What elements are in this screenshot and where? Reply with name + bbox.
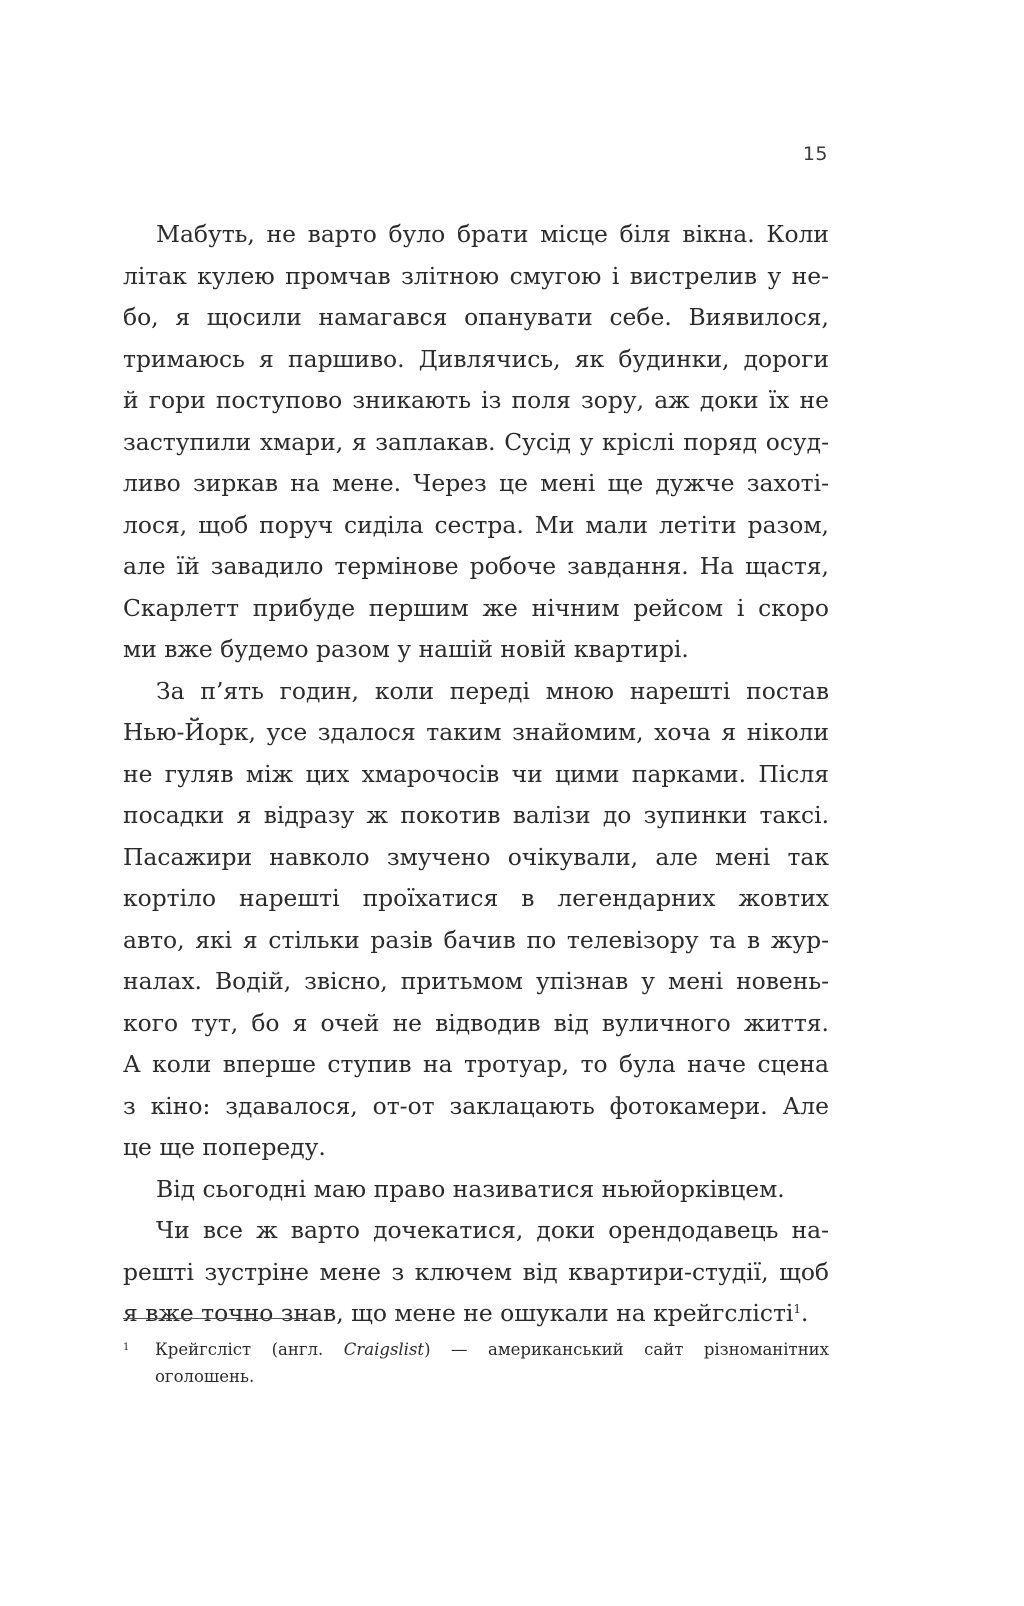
footnote-marker: 1 (123, 1342, 130, 1353)
footnote (123, 1336, 829, 1390)
text-line: Нью-Йорк, усе здалося таким знайомим, хоча я ніколи (123, 718, 829, 746)
paragraph (123, 1169, 829, 1211)
text-line: тримаюсь я паршиво. Дивлячись, як будинки, дороги (123, 344, 829, 373)
text-line: посадки я відразу ж покотив валізи до зупинки таксі. (123, 801, 829, 829)
text-line: але їй завадило термінове робоче завдання. На щастя, (123, 552, 829, 580)
text-line: А коли вперше ступив на тротуар, то була наче сцена (123, 1050, 829, 1078)
text-line: Скарлетт прибуде першим же нічним рейсом і скоро (123, 593, 829, 622)
sentence-end: . (801, 1299, 809, 1327)
paragraph (123, 1210, 829, 1335)
footnote-text: ) — американський сайт різноманітних (424, 1340, 829, 1359)
text-line: з кіно: здавалося, от-от заклацають фотокамери. Але (123, 1091, 829, 1120)
footnote-italic-term: Craigslist (343, 1340, 425, 1359)
text-line: це ще попереду. (123, 1133, 326, 1161)
text-line: Від сьогодні маю право називатися ньюйорківцем. (156, 1174, 785, 1203)
text-line-content: я вже точно знав, що мене не ошукали на крейгслісті (123, 1299, 794, 1327)
paragraph (123, 671, 829, 1169)
text-line: кого тут, бо я очей не відводив від вуличного життя. (123, 1008, 829, 1037)
paragraph (123, 214, 829, 671)
text-line: ливо зиркав на мене. Через це мені ще дужче захоті- (123, 469, 829, 497)
text-line: За п’ять годин, коли переді мною нарешті постав (156, 676, 829, 705)
text-line: не гуляв між цих хмарочосів чи цими парками. Після (123, 759, 829, 788)
text-line: заступили хмари, я заплакав. Сусід у кріслі поряд осуд- (123, 427, 829, 456)
text-line: Чи все ж варто дочекатися, доки орендодавець на- (156, 1216, 829, 1244)
text-line: лося, щоб поруч сиділа сестра. Ми мали летіти разом, (123, 510, 829, 539)
text-line: бо, я щосили намагався опанувати себе. Виявилося, (123, 303, 829, 331)
text-line: решті зустріне мене з ключем від квартири-студії, щоб (123, 1257, 829, 1286)
text-line (123, 1293, 829, 1335)
footnote-line (155, 1336, 829, 1363)
footnote-line: оголошень. (155, 1367, 255, 1386)
page-number: 15 (802, 143, 828, 165)
text-line: ми вже будемо разом у нашій новій квартирі. (123, 635, 689, 663)
text-line: й гори поступово зникають із поля зору, аж доки їх не (123, 386, 829, 414)
footnote-body (155, 1336, 829, 1390)
footnote-reference: 1 (793, 1302, 802, 1316)
footnote-text: Крейгсліст (англ. (155, 1340, 344, 1359)
text-line: Пасажири навколо змучено очікували, але мені так (123, 842, 829, 871)
text-line: кортіло нарешті проїхатися в легендарних жовтих (123, 884, 829, 912)
text-line: авто, які я стільки разів бачив по телевізору та в жур- (123, 925, 829, 954)
text-line: літак кулею промчав злітною смугою і вистрелив у не- (123, 261, 829, 290)
text-line: налах. Водій, звісно, притьмом упізнав у мені новень- (123, 967, 829, 995)
body-text (123, 214, 829, 1335)
footnote-separator (123, 1318, 313, 1319)
text-line: Мабуть, не варто було брати місце біля вікна. Коли (156, 220, 829, 248)
